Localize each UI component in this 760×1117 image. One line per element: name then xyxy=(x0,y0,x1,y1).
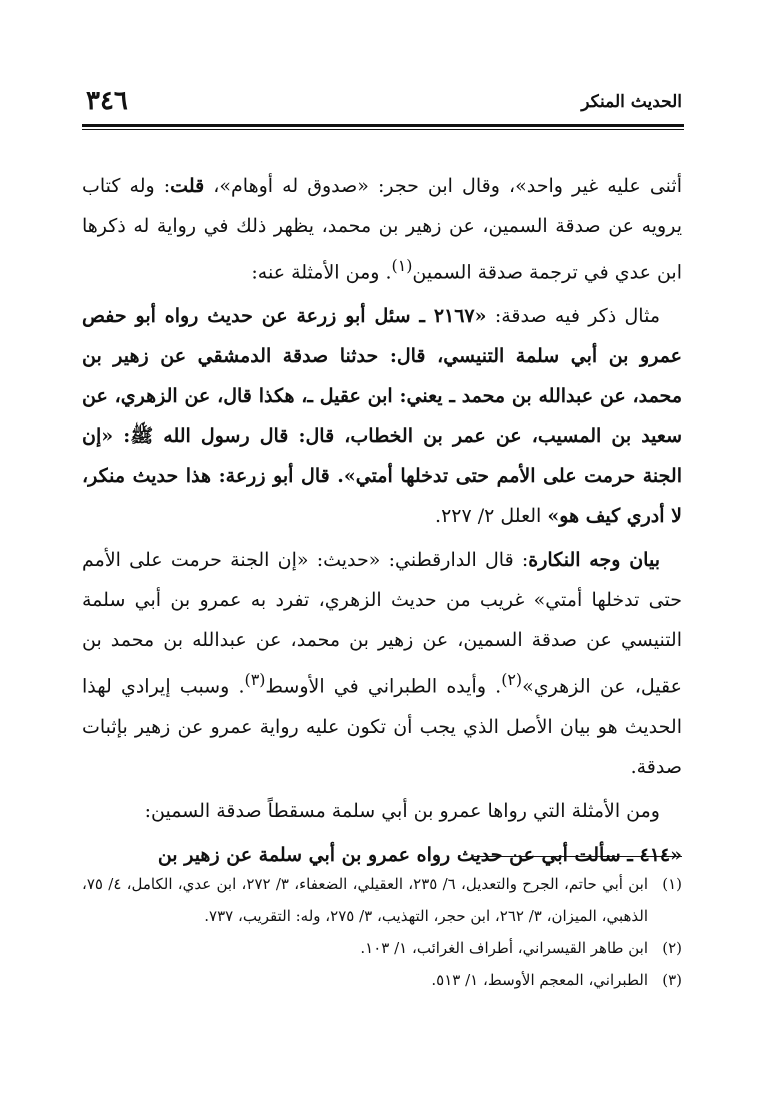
footnote-2 xyxy=(82,932,682,964)
footnote-text: الطبراني، المعجم الأوسط، ١/ ٥١٣. xyxy=(431,971,648,989)
footnote-number: (١) xyxy=(662,875,682,893)
ilal-quote: «٢١٦٧ ـ سئل أبو زرعة عن حديث رواه أبو حفص عمرو بن أبي سلمة التنيسي، قال: حدثنا صدقة الدمشقي عن زهير بن محمد، عن عبدالله بن محمد ـ يعني: ابن عقيل ـ، هكذا قال، عن الزهري، عن سعيد بن المسيب، عن عمر بن الخطاب، قال: قال رسول الله ﷺ: «إن الجنة حرمت على الأمم حتى تدخلها أمتي». قال أبو زرعة: هذا حديث منكر، لا أدري كيف هو» xyxy=(82,305,682,528)
page-number: ٣٤٦ xyxy=(86,86,128,116)
paragraph-4: ومن الأمثلة التي رواها عمرو بن أبي سلمة مسقطاً صدقة السمين: xyxy=(144,799,660,822)
paragraph-1-part-c: : وله كتاب يرويه عن صدقة السمين، عن زهير بن محمد، يظهر ذلك في رواية له ذكرها ابن عدي في ترجمة صدقة السمين xyxy=(82,175,682,284)
qultu-label: قلت xyxy=(170,175,205,197)
paragraph-3-part-d: . وسبب إيرادي لهذا الحديث هو بيان الأصل الذي يجب أن تكون عليه رواية عمرو عن زهير بإثبات صدقة. xyxy=(82,675,682,778)
footnote-separator xyxy=(474,856,682,857)
footnote-1 xyxy=(82,868,682,932)
nakara-heading: بيان وجه النكارة xyxy=(528,549,660,572)
running-title: الحديث المنكر xyxy=(581,92,682,112)
footnote-number: (٣) xyxy=(662,971,682,989)
footnote-text: ابن طاهر القيسراني، أطراف الغرائب، ١/ ١٠٣. xyxy=(360,939,648,957)
footnotes xyxy=(82,868,682,996)
paragraph-2 xyxy=(82,296,682,536)
header-rule xyxy=(82,124,684,130)
paragraph-3-part-c: . وأيده الطبراني في الأوسط xyxy=(265,675,502,698)
main-text xyxy=(82,166,682,875)
paragraph-3-part-b: : قال الدارقطني: «حديث: «إن الجنة حرمت على الأمم حتى تدخلها أمتي» غريب من حديث الزهري، تفرد به عمرو بن أبي سلمة التنيسي عن صدقة السمين، عن زهير بن محمد، عن عبدالله بن محمد بن عقيل، عن الزهري» xyxy=(82,549,682,698)
ilal-citation: العلل ٢/ ٢٢٧. xyxy=(435,505,548,528)
footnote-ref-1: (١) xyxy=(391,256,413,275)
paragraph-5: «٤١٤ ـ سألت أبي عن حديث رواه عمرو بن أبي سلمة عن زهير بن xyxy=(157,843,682,866)
page-header xyxy=(86,86,682,116)
footnote-ref-2: (٢) xyxy=(501,670,523,690)
footnote-number: (٢) xyxy=(662,939,682,957)
footnote-text: ابن أبي حاتم، الجرح والتعديل، ٦/ ٢٣٥، العقيلي، الضعفاء، ٣/ ٢٧٢، ابن عدي، الكامل، ٤/ ٧٥، الذهبي، الميزان، ٣/ ٢٦٢، ابن حجر، التهذيب، ٣/ ٢٧٥، وله: التقريب، ٧٣٧. xyxy=(82,875,649,925)
paragraph-1 xyxy=(82,166,682,292)
paragraph-3 xyxy=(82,540,682,786)
paragraph-1-part-d: . ومن الأمثلة عنه: xyxy=(251,261,392,284)
paragraph-1-part-a: أثنى عليه غير واحد»، وقال ابن حجر: «صدوق له أوهام»، xyxy=(204,175,682,197)
paragraph-2-intro: مثال ذكر فيه صدقة: xyxy=(486,305,660,328)
footnote-3 xyxy=(82,964,682,996)
footnote-ref-3: (٣) xyxy=(244,670,266,690)
